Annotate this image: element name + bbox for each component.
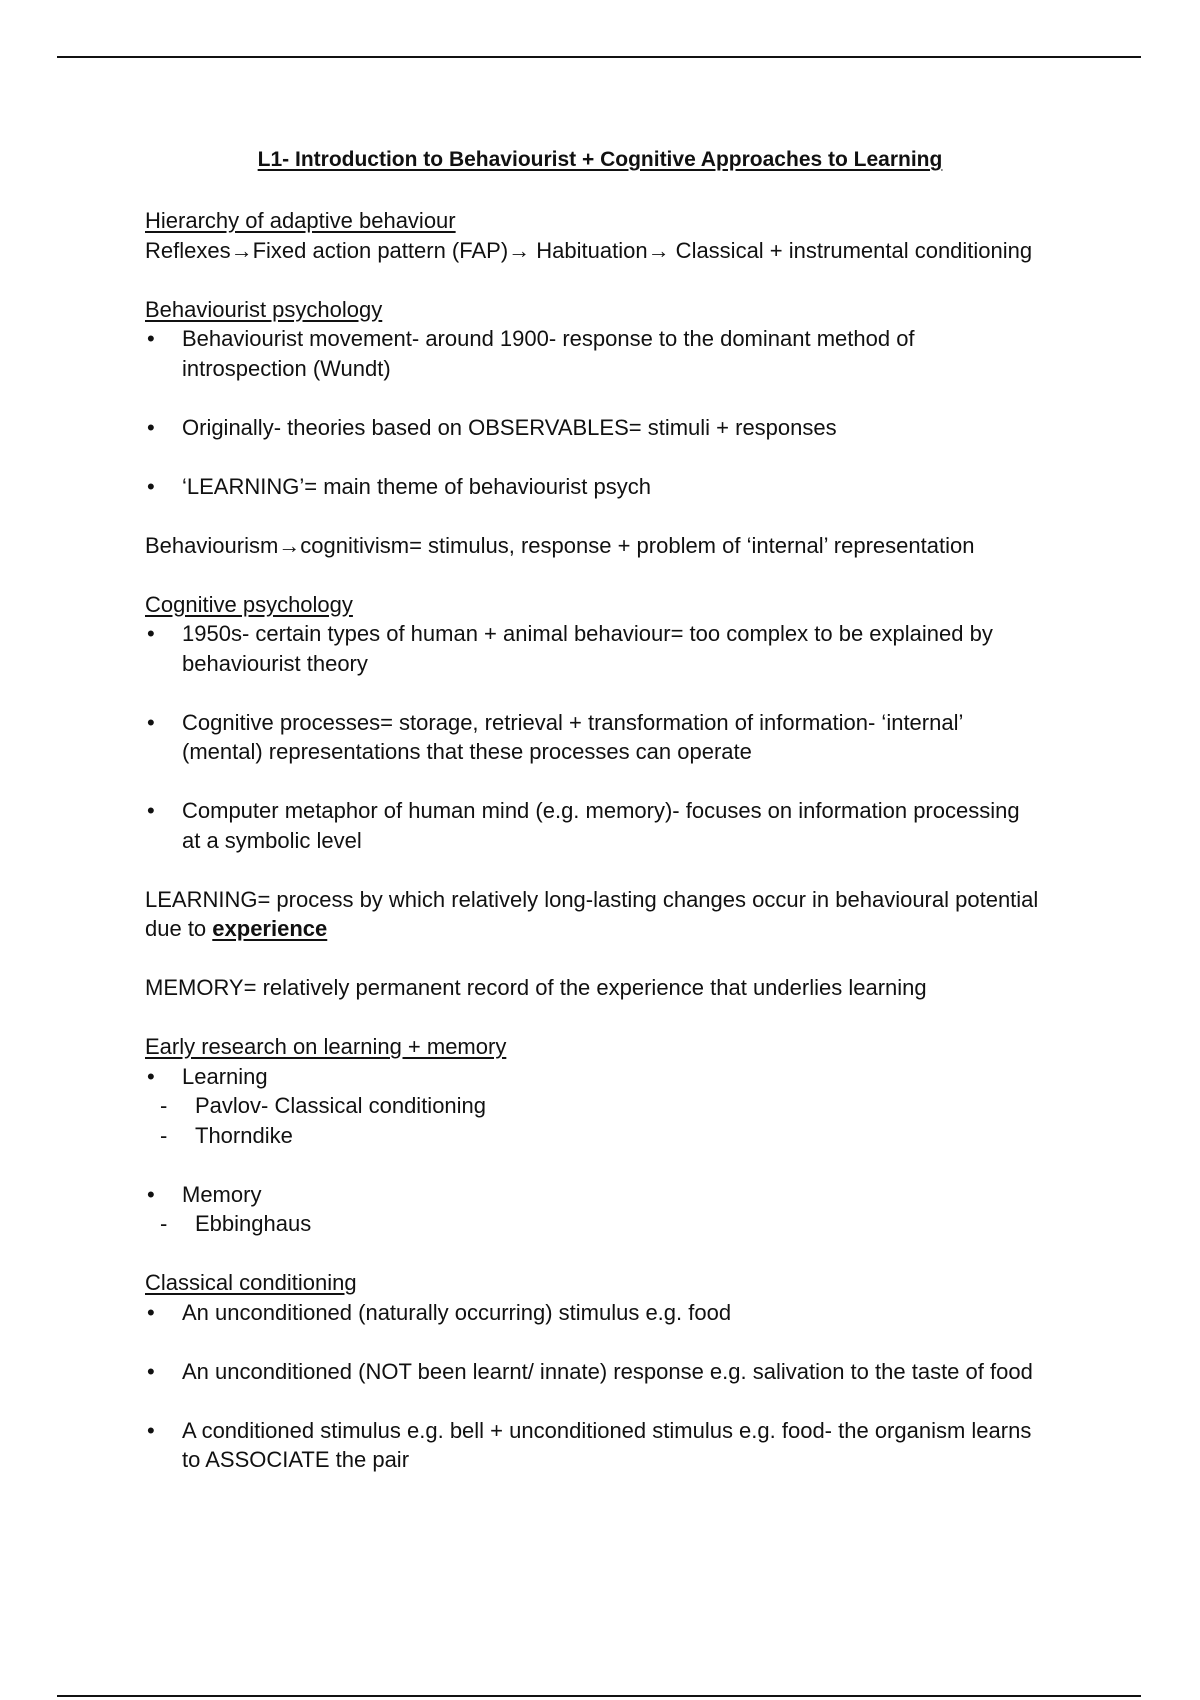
bullet-text-line: Behaviourist movement- around 1900- response to the dominant method of: [182, 326, 915, 351]
bullet-item: [145, 324, 1155, 383]
bullet-marker: •: [147, 1417, 155, 1443]
sub-item-text: Pavlov- Classical conditioning: [195, 1093, 487, 1118]
bullet-text-line: ‘LEARNING’= main theme of behaviourist psych: [182, 473, 651, 499]
bullet-item: [145, 1180, 1155, 1210]
bullet-text-line: An unconditioned (NOT been learnt/ innate) response e.g. salivation to the taste of food: [182, 1358, 1033, 1384]
bullet-item: [145, 413, 1155, 443]
bullet-marker: •: [147, 709, 155, 735]
bullet-marker: •: [147, 1299, 155, 1325]
sub-item-text: Ebbinghaus: [195, 1211, 312, 1236]
sub-item: [145, 1209, 1155, 1239]
definition-text-line: MEMORY= relatively permanent record of the experience that underlies learning: [145, 975, 927, 1000]
sub-item-text: Thorndike: [195, 1122, 293, 1148]
bullet-text-line: An unconditioned (naturally occurring) stimulus e.g. food: [182, 1299, 732, 1325]
page-title: L1- Introduction to Behaviourist + Cognitive Approaches to Learning: [257, 148, 943, 171]
section-early-research: [145, 1032, 1155, 1239]
bullet-text-line: A conditioned stimulus e.g. bell + unconditioned stimulus e.g. food- the organism learns: [182, 1417, 1032, 1443]
sub-item: [145, 1121, 1155, 1151]
bullet-item: [145, 619, 1155, 678]
bullet-text-line: introspection (Wundt): [182, 355, 391, 381]
bullet-text-line: Learning: [182, 1063, 268, 1089]
bullet-text-line: at a symbolic level: [182, 827, 362, 853]
section-heading: Cognitive psychology: [145, 591, 353, 617]
paragraph-text: Behaviourism→cognitivism= stimulus, response + problem of ‘internal’ representation: [145, 532, 975, 558]
bullet-item: [145, 472, 1155, 502]
section-heading: Behaviourist psychology: [145, 296, 383, 322]
section-heading: Classical conditioning: [145, 1270, 357, 1295]
bullet-item: [145, 1298, 1155, 1328]
dash-marker: -: [160, 1122, 168, 1148]
bullet-text-line: Computer metaphor of human mind (e.g. memory)- focuses on information processing: [182, 798, 1020, 823]
bullet-group: [145, 1062, 1155, 1151]
bullet-item: [145, 796, 1155, 855]
bullet-text-line: to ASSOCIATE the pair: [182, 1447, 410, 1472]
section-heading: Early research on learning + memory: [145, 1034, 507, 1059]
section-hierarchy: [145, 206, 1155, 265]
document-body: [145, 206, 1155, 1475]
learning-definition: [145, 885, 1155, 944]
hierarchy-sequence: Reflexes→Fixed action pattern (FAP)→ Habituation→ Classical + instrumental conditioning: [145, 237, 1033, 263]
section-classical-conditioning: [145, 1268, 1155, 1475]
bullet-marker: •: [147, 621, 155, 646]
bullet-text-line: 1950s- certain types of human + animal behaviour= too complex to be explained by: [182, 621, 993, 646]
transition-paragraph: [145, 531, 1155, 561]
bullet-item: [145, 1062, 1155, 1092]
header-rule: [57, 56, 1141, 58]
bullet-marker: •: [147, 1181, 155, 1207]
definition-text-line: [145, 914, 1155, 944]
footer-rule: [57, 1695, 1141, 1697]
memory-definition: [145, 973, 1155, 1003]
emphasized-term: experience: [212, 916, 328, 941]
bullet-item: [145, 1416, 1155, 1475]
bullet-group: [145, 1180, 1155, 1239]
bullet-marker: •: [147, 1063, 155, 1089]
bullet-marker: •: [147, 326, 155, 351]
sub-item: [145, 1091, 1155, 1121]
definition-text-line: LEARNING= process by which relatively long-lasting changes occur in behavioural potential: [145, 886, 1039, 912]
dash-marker: -: [160, 1211, 168, 1236]
bullet-text-line: Memory: [182, 1181, 262, 1207]
bullet-marker: •: [147, 1358, 155, 1384]
bullet-text-line: Cognitive processes= storage, retrieval + transformation of information- ‘internal’: [182, 709, 964, 735]
bullet-item: [145, 1357, 1155, 1387]
bullet-text-line: Originally- theories based on OBSERVABLES= stimuli + responses: [182, 414, 837, 440]
bullet-marker: •: [147, 798, 155, 823]
section-cognitive: [145, 590, 1155, 856]
bullet-marker: •: [147, 473, 155, 499]
definition-text-prefix: due to: [145, 916, 213, 941]
bullet-text-line: (mental) representations that these processes can operate: [182, 739, 752, 764]
bullet-text-line: behaviourist theory: [182, 650, 368, 676]
section-behaviourist: [145, 295, 1155, 502]
dash-marker: -: [160, 1093, 168, 1118]
section-heading: Hierarchy of adaptive behaviour: [145, 208, 456, 233]
bullet-item: [145, 708, 1155, 767]
bullet-marker: •: [147, 414, 155, 440]
